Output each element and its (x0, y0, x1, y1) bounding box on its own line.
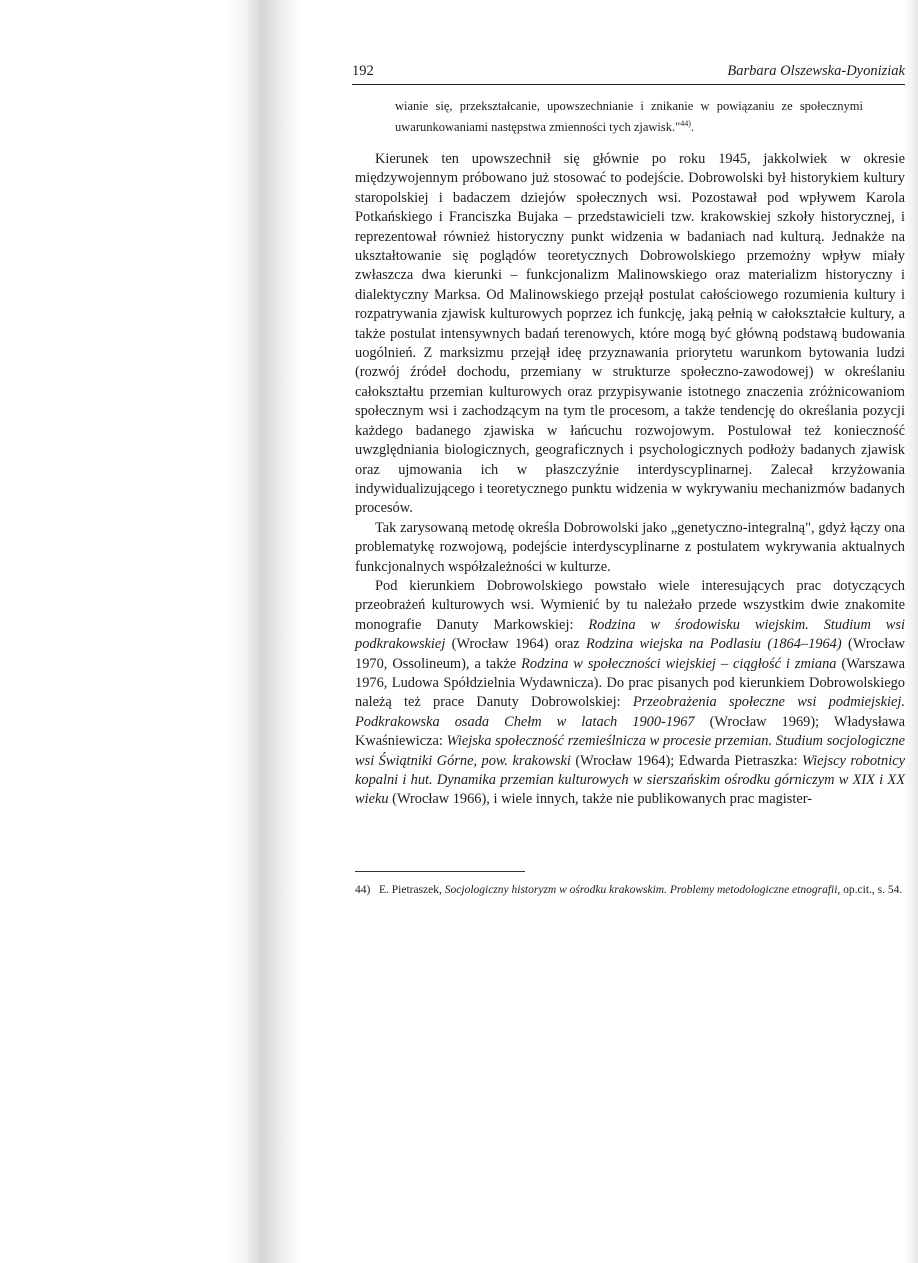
block-quote (395, 98, 863, 136)
running-header (352, 60, 905, 85)
p3-text: (Warszawa 1976, Ludowa Spółdzielnia Wydawnicza). Do prac pisanych pod kierunkiem Dobrowolskiego należą też prace Danuty Dobrowolskiej: (355, 655, 905, 711)
paragraph-2: Tak zarysowaną metodę określa Dobrowolski jako „genetyczno-integralną", gdyż łączy ona problematykę rozwojową, podejście interdyscyplinarne z postulatem wykrywania aktualnych funkcjonalnych współzależności w kulturze. (355, 519, 905, 575)
scan-edge-shadow (0, 0, 300, 1263)
footnote-title: Socjologiczny historyzm w ośrodku krakowskim. Problemy metodologiczne etnografii, (444, 884, 841, 896)
quote-tail: . (690, 120, 695, 135)
p3-text: (Wrocław 1970, Ossolineum), a także (355, 636, 905, 672)
p3-title: Rodzina w społeczności wiejskiej – ciągłość i zmiana (521, 655, 837, 672)
p3-text: (Wrocław 1969); Władysława Kwaśniewicza: (355, 713, 905, 750)
p3-title: Wiejska społeczność rzemieślnicza w procesie przemian. Studium socjologiczne wsi Świątniki Górne, pow. krakowski (355, 733, 905, 769)
quote-text: wianie się, przekształcanie, upowszechnianie i znikanie w powiązaniu ze społecznymi uwarunkowaniami następstwa zmienności tych zjawisk." (395, 99, 863, 135)
scan-edge-right (904, 0, 918, 1263)
p3-title: Przeobrażenia społeczne wsi podmiejskiej. Podkrakowska osada Chełm w latach 1900-1967 (355, 694, 905, 730)
body-text (355, 150, 905, 810)
p3-text: Pod kierunkiem Dobrowolskiego powstało wiele interesujących prac dotyczących przeobrażeń kulturowych wsi. Wymienić by tu należało przede wszystkim dwie znakomite monografie Danuty Markowskiej: (355, 577, 905, 633)
paragraph-1: Kierunek ten upowszechnił się głównie po roku 1945, jakkolwiek w okresie międzywojennym próbowano już stosować to podejście. Dobrowolski był historykiem kultury staropolskiej i badaczem dziejów społecznych wsi. Pozostawał pod wpływem Karola Potkańskiego i Franciszka Bujaka – przedstawicieli tzw. krakowskiej szkoły historycznej, i reprezentował również historyczny punkt widzenia w badaniach nad kulturą. Jednakże na ukształtowanie się poglądów teoretycznych Dobrowolskiego przemożny wpływ miały zwłaszcza dwa kierunki – funkcjonalizm Malinowskiego oraz materializm historyczny i dialektyczny Marksa. Od Malinowskiego przejął postulat całościowego rozumienia kultury i rozpatrywania zjawisk kulturowych poprzez ich funkcję, jaką pełnią w całokształcie kultury, a także postulat intensywnych badań terenowych, które mogą być główną podstawą budowania uogólnień. Z marksizmu przejął ideę przyznawania priorytetu warunkom bytowania ludzi (rozwój źródeł dochodu, przemiany w strukturze społeczno-zawodowej) w określaniu całokształtu przemian kulturowych oraz przypisywanie istotnego znaczenia zróżnicowaniom społecznym wsi i zachodzącym na tym tle procesom, a także tendencję do określania pozycji każdego badanego zjawiska w łańcuchu rozwojowym. Postulował też konieczność uwzględniania biologicznych, geograficznych i psychologicznych podłoży badanych zjawisk oraz ujmowania ich w płaszczyźnie interdyscyplinarnej. Zalecał krzyżowania indywidualizującego i teoretycznego punktu widzenia w wykrywaniu mechanizmów badanych procesów. (355, 151, 905, 517)
footnote-divider (355, 871, 525, 872)
footnote-author: E. Pietraszek, (378, 884, 442, 896)
footnote-44 (355, 882, 905, 898)
page-number: 192 (352, 63, 374, 79)
footnote-rest: op.cit., s. 54. (840, 884, 903, 896)
p3-text: (Wrocław 1964); Edwarda Pietraszka: (570, 752, 802, 769)
p3-text: (Wrocław 1966), i wiele innych, także nie publikowanych prac magister- (388, 791, 813, 808)
p3-title: Rodzina wiejska na Podlasiu (1864–1964) (586, 636, 842, 653)
p3-title: Wiejscy robotnicy kopalni i hut. Dynamika przemian kulturowych w sierszańskim ośrodku górniczym w XIX i XX wieku (355, 752, 905, 808)
book-page (337, 0, 905, 1263)
quote-footnote-ref: 44) (680, 119, 691, 128)
p3-text: (Wrocław 1964) oraz (445, 636, 587, 653)
footnote-number: 44) (355, 884, 371, 896)
running-header-author: Barbara Olszewska-Dyoniziak (727, 63, 905, 79)
p3-title: Rodzina w środowisku wiejskim. Studium wsi podkrakowskiej (355, 616, 905, 653)
paragraph-3 (355, 577, 905, 810)
